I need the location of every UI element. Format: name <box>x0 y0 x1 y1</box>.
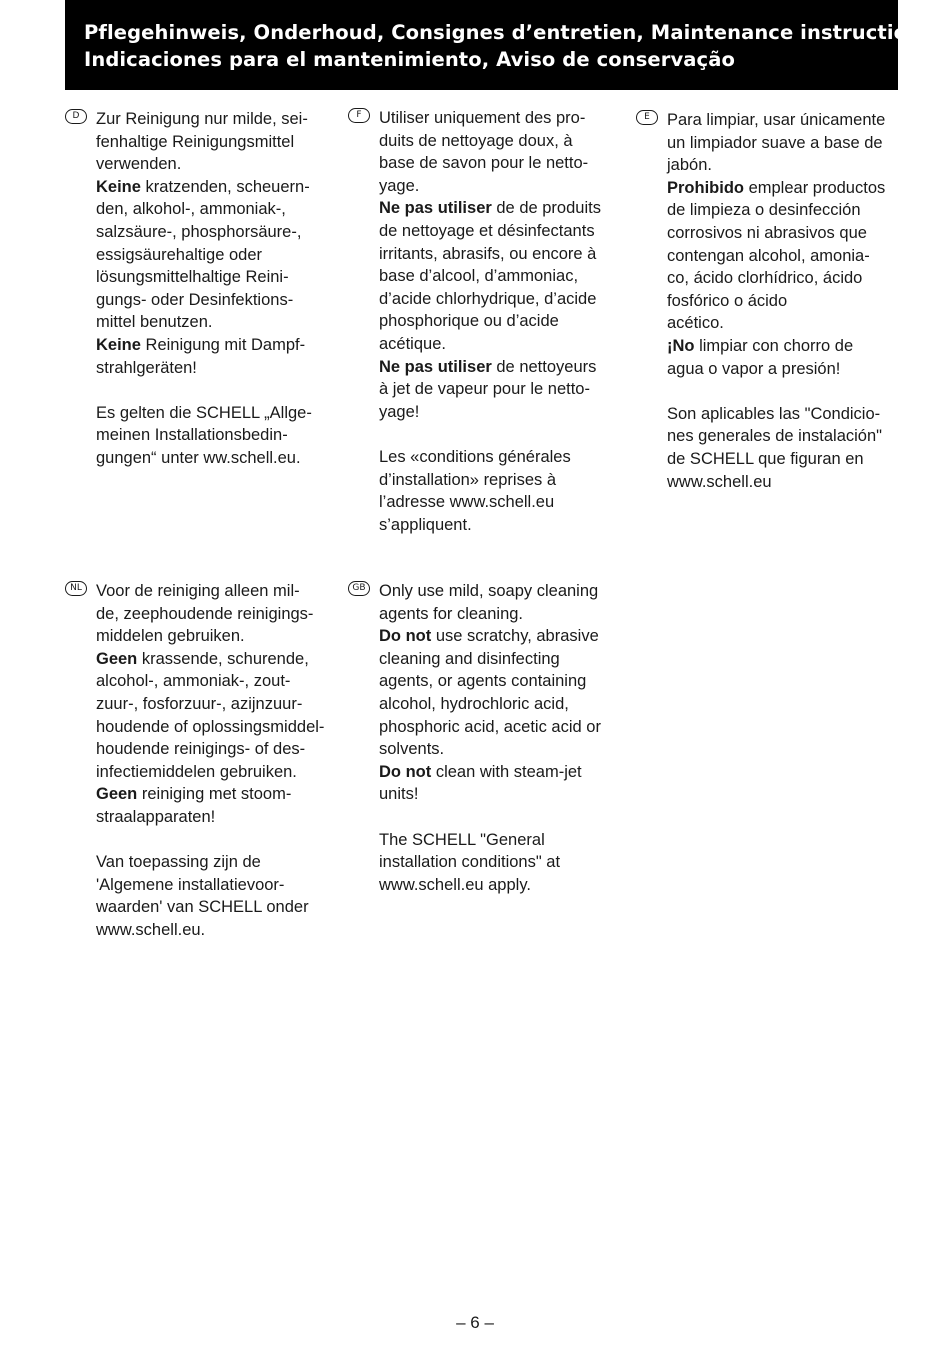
language-badge-de: D <box>65 109 87 124</box>
emphasis-keyword: Ne pas utiliser <box>379 199 492 218</box>
paragraph-prohibited-agents <box>96 176 336 334</box>
section-body-nl <box>96 580 341 942</box>
paragraph-conditions: Es gelten die SCHELL „Allge- meinen Installationsbedin- gungen“ unter ww.schell.eu. <box>96 403 312 467</box>
paragraph-text: clean with steam-jet units! <box>379 762 582 804</box>
paragraph-intro: Utiliser uniquement des pro- duits de nettoyage doux, à base de savon pour le netto- yage. <box>379 109 589 195</box>
section-body-gb <box>379 580 629 896</box>
paragraph-intro: Only use mild, soapy cleaning agents for cleaning. <box>379 582 599 623</box>
paragraph-steam-warning <box>379 761 629 806</box>
paragraph-steam-warning <box>96 334 336 379</box>
emphasis-keyword: Keine <box>96 335 141 354</box>
emphasis-keyword: Keine <box>96 177 141 196</box>
language-badge-fr: F <box>348 108 370 123</box>
paragraph-text: de nettoyeurs à jet de vapeur pour le netto- yage! <box>379 357 597 421</box>
paragraph-text: limpiar con chorro de agua o vapor a presión! <box>667 336 854 378</box>
paragraph-text: emplear productos de limpieza o desinfección corrosivos ni abrasivos que contengan alcohol, amonia- co, ácido clorhídrico, ácido fosfórico o ácido acético. <box>667 178 886 333</box>
paragraph-prohibited-agents <box>96 648 341 784</box>
paragraph-text: de de produits de nettoyage et désinfectants irritants, abrasifs, ou encore à base d’alcool, d’ammoniac, d’acide chlorhydrique, d’acide phosphorique ou d’acide acétique. <box>379 199 601 353</box>
paragraph-steam-warning <box>96 783 341 828</box>
paragraph-prohibited-agents <box>379 625 629 761</box>
paragraph-prohibited-agents <box>667 177 907 335</box>
header-title-line-1: Pflegehinweis, Onderhoud, Consignes d’entretien, Maintenance instructions, <box>84 21 941 44</box>
emphasis-keyword: Do not <box>379 762 432 781</box>
language-badge-gb: GB <box>348 581 370 596</box>
language-badge-es: E <box>636 110 658 125</box>
paragraph-conditions: Van toepassing zijn de 'Algemene installatievoor- waarden' van SCHELL onder www.schell.eu. <box>96 853 309 939</box>
paragraph-conditions: Les «conditions générales d’installation» reprises à l’adresse www.schell.eu s’appliquent. <box>379 447 571 534</box>
paragraph-text: reiniging met stoom- straalapparaten! <box>96 785 292 826</box>
paragraph-steam-warning <box>379 356 619 424</box>
paragraph-intro: Para limpiar, usar únicamente un limpiador suave a base de jabón. <box>667 111 886 175</box>
paragraph-steam-warning <box>667 335 907 380</box>
header-title-line-2: Indicaciones para el mantenimiento, Aviso de conservação <box>84 48 735 71</box>
section-body-de <box>96 108 336 470</box>
paragraph-prohibited-agents <box>379 197 619 355</box>
emphasis-keyword: Do not <box>379 627 432 646</box>
paragraph-text: kratzenden, scheuern- den, alkohol-, ammoniak-, salzsäure-, phosphorsäure-, essigsäurehaltige oder lösungsmittelhaltige Reini- gungs- oder Desinfektions- mittel benutzen. <box>96 177 310 332</box>
emphasis-keyword: Prohibido <box>667 178 744 197</box>
header-bar <box>65 0 941 90</box>
paragraph-text: krassende, schurende, alcohol-, ammoniak-, zout- zuur-, fosforzuur-, azijnzuur- houdende of oplossingsmiddel- houdende reinigings- of des- infectiemiddelen gebruiken. <box>96 649 325 781</box>
section-body-fr <box>379 107 619 536</box>
emphasis-keyword: Geen <box>96 785 138 804</box>
paragraph-text: Reinigung mit Dampf- strahlgeräten! <box>96 335 306 377</box>
language-badge-nl: NL <box>65 581 87 596</box>
emphasis-keyword: ¡No <box>667 336 695 355</box>
emphasis-keyword: Geen <box>96 649 138 668</box>
paragraph-intro: Zur Reinigung nur milde, sei- fenhaltige Reinigungsmittel verwenden. <box>96 110 308 174</box>
paragraph-text: use scratchy, abrasive cleaning and disinfecting agents, or agents containing alcohol, hydrochloric acid, phosphoric acid, acetic acid or solvents. <box>379 627 601 759</box>
emphasis-keyword: Ne pas utiliser <box>379 357 492 376</box>
section-body-es <box>667 109 907 493</box>
paragraph-conditions: The SCHELL "General installation conditions" at www.schell.eu apply. <box>379 830 561 894</box>
page-number: – 6 – <box>456 1313 494 1332</box>
paragraph-intro: Voor de reiniging alleen mil- de, zeephoudende reinigings- middelen gebruiken. <box>96 582 314 646</box>
paragraph-conditions: Son aplicables las "Condicio- nes generales de instalación" de SCHELL que figuran en www.schell.eu <box>667 404 882 491</box>
